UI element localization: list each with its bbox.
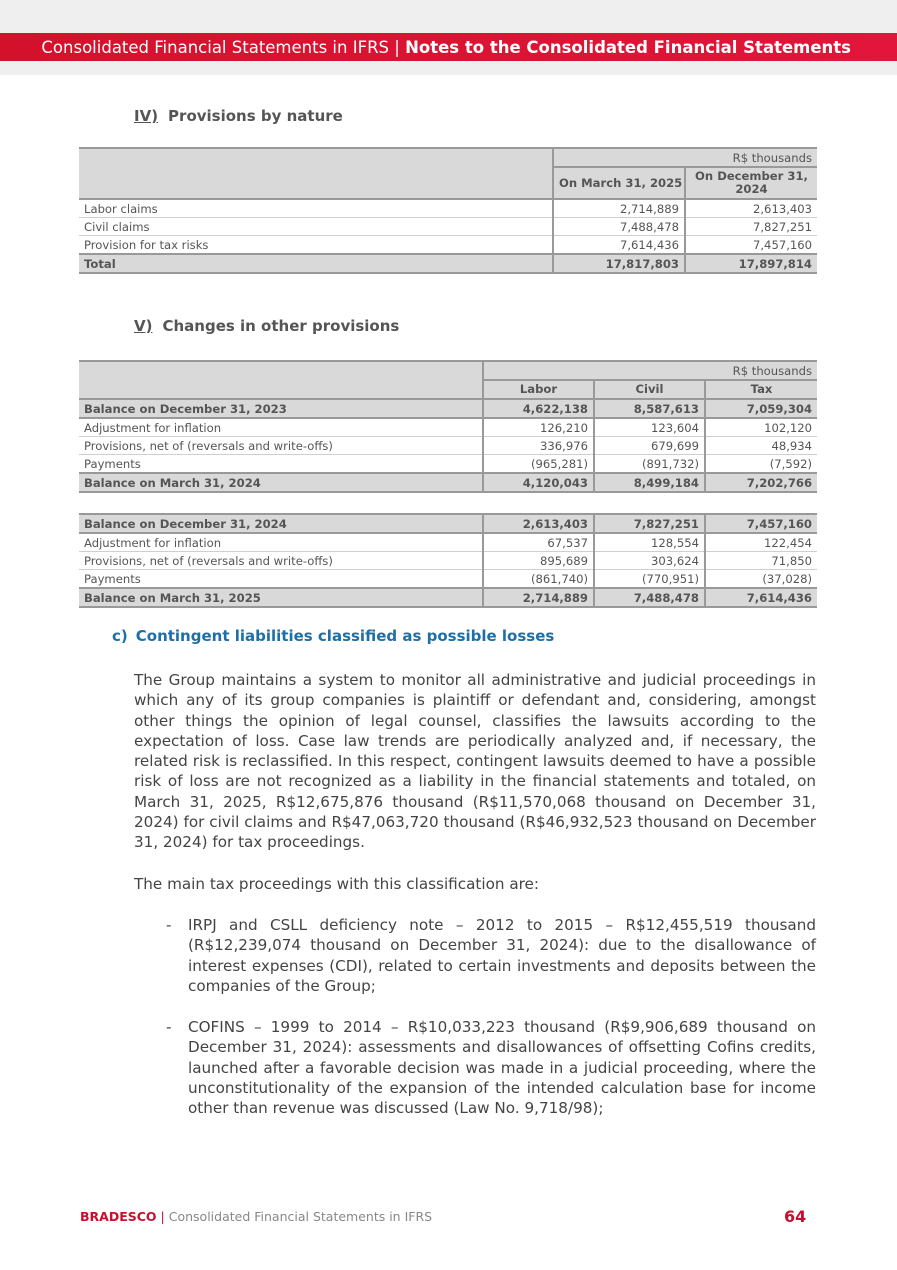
cell-value: (965,281) [483,455,594,474]
page-number: 64 [784,1207,807,1226]
cell-value: 17,817,803 [553,254,685,273]
total-row [79,254,817,273]
table-row [79,533,817,552]
cell-value: (861,740) [483,570,594,589]
row-label: Payments [79,455,483,474]
row-label: Payments [79,570,483,589]
header-right: Notes to the Consolidated Financial Statements [405,37,851,57]
changes-in-provisions-table-2025 [79,513,817,608]
section-v-heading: Changes in other provisions [162,317,400,335]
cell-value: (770,951) [594,570,705,589]
footer-brand: BRADESCO [80,1209,157,1224]
row-label: Balance on December 31, 2023 [79,399,483,418]
cell-value: 2,714,889 [553,199,685,218]
cell-value: 2,714,889 [483,588,594,607]
column-header: Labor [483,380,594,399]
units-label: R$ thousands [483,361,817,380]
cell-value: 102,120 [705,418,817,437]
cell-value: 17,897,814 [685,254,817,273]
table-units-row [79,361,817,380]
section-iv-heading: Provisions by nature [168,107,343,125]
balance-row [79,588,817,607]
changes-in-provisions-table-2024 [79,360,817,493]
cell-value: (37,028) [705,570,817,589]
cell-value: 128,554 [594,533,705,552]
table-row [79,199,817,218]
row-label: Civil claims [79,218,553,236]
row-label: Total [79,254,553,273]
cell-value: 7,614,436 [553,236,685,255]
table-units-row [79,148,817,167]
cell-value: 2,613,403 [685,199,817,218]
cell-value: 8,499,184 [594,473,705,492]
cell-value: 7,827,251 [594,514,705,533]
cell-value: 7,457,160 [705,514,817,533]
cell-value: 336,976 [483,437,594,455]
cell-value: 7,488,478 [594,588,705,607]
table-row [79,418,817,437]
list-item [166,1017,816,1118]
cell-value: 679,699 [594,437,705,455]
header-left: Consolidated Financial Statements in IFRS | [41,37,400,57]
table-row [79,218,817,236]
balance-row [79,399,817,418]
section-v-title [134,317,399,335]
cell-value: 123,604 [594,418,705,437]
cell-value: 126,210 [483,418,594,437]
row-label: Balance on March 31, 2024 [79,473,483,492]
cell-value: 303,624 [594,552,705,570]
cell-value: 71,850 [705,552,817,570]
balance-row [79,514,817,533]
cell-value: 7,457,160 [685,236,817,255]
column-header: Tax [705,380,817,399]
cell-value: 122,454 [705,533,817,552]
table-row [79,437,817,455]
column-header: On December 31, 2024 [685,167,817,199]
list-item-text: COFINS – 1999 to 2014 – R$10,033,223 thousand (R$9,906,689 thousand on December 31, 2024): assessments and disallowances of offsetting Cofins credits, launched after a favorable decision was made in a judicial proceeding, where the unconstitutionality of the expansion of the intended calculation base for income other than revenue was discussed (Law No. 9,718/98); [188,1018,816,1118]
row-label: Provisions, net of (reversals and write-offs) [79,437,483,455]
column-header: Civil [594,380,705,399]
paragraph: The Group maintains a system to monitor all administrative and judicial proceedings in which any of its group companies is plaintiff or defendant and, considering, amongst other things the opinion of legal counsel, classifies the lawsuits according to the expectation of loss. Case law trends are periodically analyzed and, if necessary, the related risk is reclassified. In this respect, contingent lawsuits deemed to have a possible risk of loss are not recognized as a liability in the financial statements and totaled, on March 31, 2025, R$12,675,876 thousand (R$11,570,068 thousand on December 31, 2024) for civil claims and R$47,063,720 thousand (R$46,932,523 thousand on December 31, 2024) for tax proceedings. [134,671,816,852]
table-row [79,570,817,589]
list-item-text: IRPJ and CSLL deficiency note – 2012 to 2015 – R$12,455,519 thousand (R$12,239,074 thousand on December 31, 2024): due to the disallowance of interest expenses (CDI), related to certain investments and deposits between the companies of the Group; [188,916,816,995]
footer-text: Consolidated Financial Statements in IFRS [168,1209,433,1224]
row-label: Balance on December 31, 2024 [79,514,483,533]
row-label: Balance on March 31, 2025 [79,588,483,607]
units-label: R$ thousands [553,148,817,167]
cell-value: 67,537 [483,533,594,552]
cell-value: 7,614,436 [705,588,817,607]
cell-value: 8,587,613 [594,399,705,418]
row-label: Adjustment for inflation [79,533,483,552]
section-c-heading: Contingent liabilities classified as possible losses [135,627,555,645]
paragraph: The main tax proceedings with this classification are: [134,875,540,893]
row-label: Provisions, net of (reversals and write-offs) [79,552,483,570]
row-label: Provision for tax risks [79,236,553,255]
section-c-title [112,627,554,645]
table-row [79,455,817,474]
table-row [79,236,817,255]
cell-value: 7,059,304 [705,399,817,418]
list-item [166,915,816,996]
section-iv-title [134,107,343,125]
section-iv-number: IV) [134,107,159,125]
cell-value: 2,613,403 [483,514,594,533]
section-c-label: c) [112,627,128,645]
cell-value: 895,689 [483,552,594,570]
bullet-marker: - [166,1018,172,1036]
cell-value: (7,592) [705,455,817,474]
row-label: Adjustment for inflation [79,418,483,437]
cell-value: 4,120,043 [483,473,594,492]
bullet-marker: - [166,916,172,934]
cell-value: 7,202,766 [705,473,817,492]
section-v-number: V) [134,317,153,335]
cell-value: 48,934 [705,437,817,455]
header-bar [0,33,897,61]
cell-value: 4,622,138 [483,399,594,418]
column-header: On March 31, 2025 [553,167,685,199]
cell-value: 7,827,251 [685,218,817,236]
footer-separator: | [160,1209,165,1224]
balance-row [79,473,817,492]
table-row [79,552,817,570]
provisions-by-nature-table [79,147,817,274]
cell-value: 7,488,478 [553,218,685,236]
footer [80,1209,432,1224]
row-label: Labor claims [79,199,553,218]
cell-value: (891,732) [594,455,705,474]
